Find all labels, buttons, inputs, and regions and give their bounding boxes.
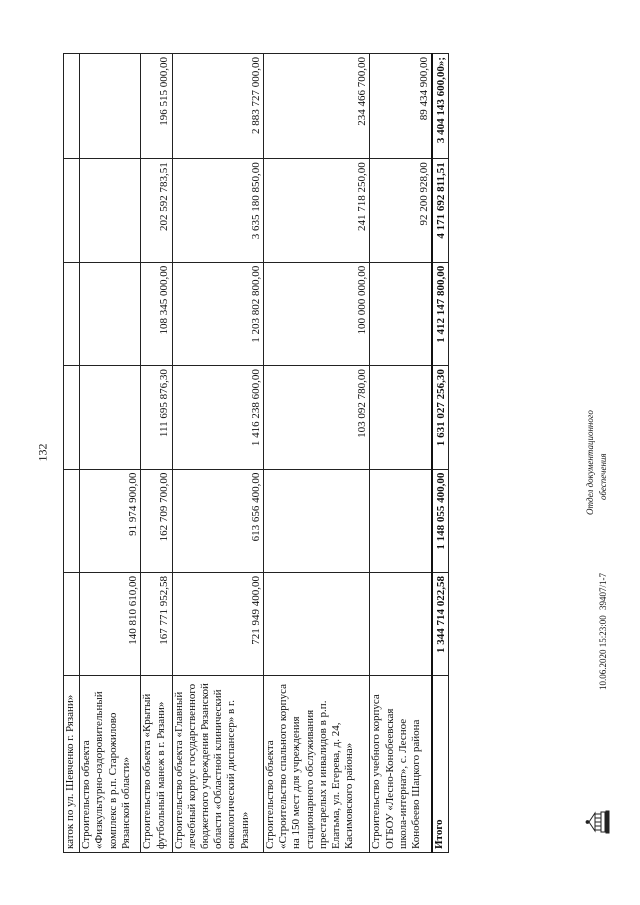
value-cell-v6: 234 466 700,00 xyxy=(263,54,369,159)
value-cell-v6: 2 883 727 000,00 xyxy=(172,54,263,159)
budget-table xyxy=(63,53,449,853)
table-row xyxy=(172,54,263,853)
value-cell-v1: 140 810 610,00 xyxy=(80,573,141,676)
table-row xyxy=(64,54,80,853)
table-row xyxy=(80,54,141,853)
row-name: Строительство объекта «Строительство спального корпуса на 150 мест для учреждения стационарного обслуживания престарелых и инвалидов в р.п. Елатьма, ул. Егерева, д. 24, Касимовского района» xyxy=(263,676,369,853)
value-cell-v6 xyxy=(80,54,141,159)
table-rotator xyxy=(63,53,449,853)
value-cell-v3: 111 695 876,30 xyxy=(141,366,172,469)
table-row xyxy=(141,54,172,853)
value-cell-v5 xyxy=(80,159,141,262)
table-row xyxy=(263,54,369,853)
value-cell-v5: 4 171 692 811,51 xyxy=(432,159,449,262)
footer-dept-line2: обеспечения xyxy=(598,453,608,500)
footer-dept-line1: Отдел документационного xyxy=(585,410,595,515)
value-cell-v3: 1 416 238 600,00 xyxy=(172,366,263,469)
value-cell-v2 xyxy=(263,469,369,572)
value-cell-v4 xyxy=(370,262,432,365)
rotated-table-container xyxy=(63,53,449,853)
value-cell-v2: 613 656 400,00 xyxy=(172,469,263,572)
value-cell-v4 xyxy=(80,262,141,365)
value-cell-v3 xyxy=(64,366,80,469)
value-cell-v2: 91 974 900,00 xyxy=(80,469,141,572)
page-number: 132 xyxy=(35,443,50,462)
value-cell-v2 xyxy=(370,469,432,572)
value-cell-v5: 241 718 250,00 xyxy=(263,159,369,262)
value-cell-v2: 162 709 700,00 xyxy=(141,469,172,572)
total-label: Итого xyxy=(432,676,449,853)
table-row xyxy=(370,54,432,853)
row-name: каток по ул. Шевченко г. Рязани» xyxy=(64,676,80,853)
value-cell-v5 xyxy=(64,159,80,262)
row-name: Строительство объекта «Физкультурно-оздоровительный комплекс в р.п. Старожилово Рязанской области» xyxy=(80,676,141,853)
value-cell-v1 xyxy=(64,573,80,676)
value-cell-v6 xyxy=(64,54,80,159)
value-cell-v1: 1 344 714 022,58 xyxy=(432,573,449,676)
value-cell-v5: 3 635 180 850,00 xyxy=(172,159,263,262)
value-cell-v1 xyxy=(263,573,369,676)
row-name: Строительство объекта «Крытый футбольный манеж в г. Рязани» xyxy=(141,676,172,853)
value-cell-v3: 103 092 780,00 xyxy=(263,366,369,469)
value-cell-v4: 1 412 147 800,00 xyxy=(432,262,449,365)
value-cell-v3 xyxy=(80,366,141,469)
value-cell-v4: 108 345 000,00 xyxy=(141,262,172,365)
emblem-icon xyxy=(585,808,611,836)
value-cell-v1: 167 771 952,58 xyxy=(141,573,172,676)
row-name: Строительство учебного корпуса ОГБОУ «Лесно-Конобеевская школа-интернат», с. Лесное Конобеево Шацкого района xyxy=(370,676,432,853)
row-name: Строительство объекта «Главный лечебный корпус государственного бюджетного учреждения Рязанской области «Областной клинический онкологический диспансер» в г. Рязани» xyxy=(172,676,263,853)
value-cell-v4: 1 203 802 800,00 xyxy=(172,262,263,365)
value-cell-v1: 721 949 400,00 xyxy=(172,573,263,676)
value-cell-v6: 89 434 900,00 xyxy=(370,54,432,159)
value-cell-v4: 100 000 000,00 xyxy=(263,262,369,365)
value-cell-v3 xyxy=(370,366,432,469)
value-cell-v5: 202 592 783,51 xyxy=(141,159,172,262)
footer-date: 10.06.2020 15:23:00 xyxy=(598,615,608,690)
value-cell-v2 xyxy=(64,469,80,572)
table-body xyxy=(64,54,449,853)
value-cell-v5: 92 200 928,00 xyxy=(370,159,432,262)
total-row xyxy=(432,54,449,853)
value-cell-v6: 3 404 143 600,00»; xyxy=(432,54,449,159)
value-cell-v1 xyxy=(370,573,432,676)
value-cell-v2: 1 148 055 400,00 xyxy=(432,469,449,572)
value-cell-v6: 196 515 000,00 xyxy=(141,54,172,159)
footer-doc-id: 39407/1-7 xyxy=(598,573,608,610)
value-cell-v3: 1 631 027 256,30 xyxy=(432,366,449,469)
value-cell-v4 xyxy=(64,262,80,365)
